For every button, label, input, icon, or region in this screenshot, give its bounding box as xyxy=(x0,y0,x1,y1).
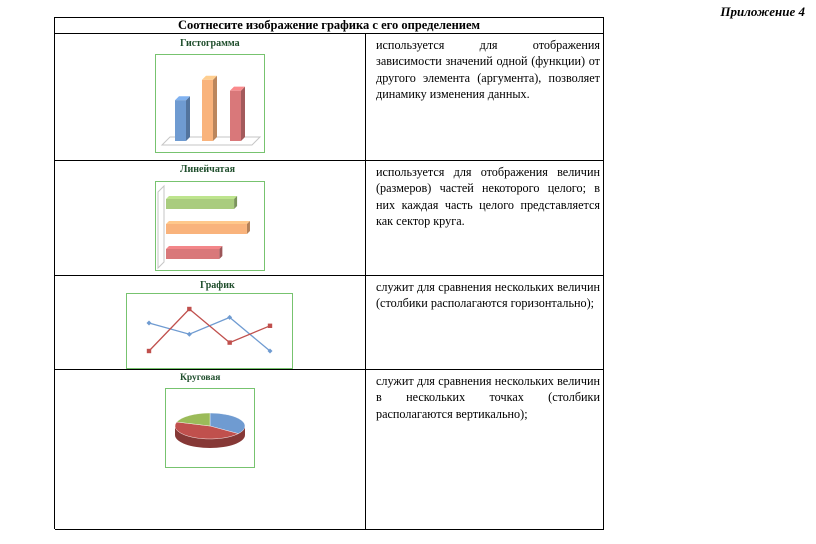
definition-cell-4 xyxy=(366,370,604,530)
definition-text-1: используется для отображения зависимости значений одной (функции) от другого элемента (аргумента), позволяет динамику изменения данных. xyxy=(376,38,600,101)
bar-side-1 xyxy=(186,96,190,141)
series-2-point-4 xyxy=(268,324,272,328)
chart-cell-pie xyxy=(55,370,366,530)
chart-cell-histogram xyxy=(55,34,366,161)
series-line-2 xyxy=(149,309,270,351)
series-line-1 xyxy=(149,317,270,351)
hbar-top-3 xyxy=(166,246,222,249)
matching-table xyxy=(54,17,604,529)
hbar-top-2 xyxy=(166,221,250,224)
appendix-label: Приложение 4 xyxy=(720,4,805,19)
histogram-chart xyxy=(156,55,264,152)
definition-cell-2 xyxy=(366,161,604,276)
definition-text-3: служит для сравнения нескольких величин (столбики располагаются горизонтально); xyxy=(376,280,600,311)
hbar-1 xyxy=(166,199,234,209)
table-title: Соотнесите изображение графика с его определением xyxy=(55,18,604,34)
series-1-point-2 xyxy=(187,332,192,337)
line-chart xyxy=(127,294,292,368)
definition-text-4: служит для сравнения нескольких величин в нескольких точках (столбики располагаются вертикально); xyxy=(376,374,600,421)
chart-label-bar: Линейчатая xyxy=(180,164,235,175)
series-2-point-3 xyxy=(227,340,231,344)
chart-label-line: График xyxy=(200,280,235,291)
chart-label-pie: Круговая xyxy=(180,373,221,383)
hbar-2 xyxy=(166,224,247,234)
histogram-chart-frame xyxy=(155,54,265,153)
bar-side-3 xyxy=(241,87,245,141)
chart-wall xyxy=(158,186,164,268)
bar-chart xyxy=(156,182,264,270)
bar-3 xyxy=(230,91,241,141)
hbar-top-1 xyxy=(166,196,237,199)
definition-cell-1 xyxy=(366,34,604,161)
line-chart-frame xyxy=(126,293,293,369)
pie-chart xyxy=(166,389,254,467)
hbar-3 xyxy=(166,249,219,259)
definition-cell-3 xyxy=(366,276,604,370)
chart-label-histogram: Гистограмма xyxy=(180,38,240,49)
pie-chart-frame xyxy=(165,388,255,468)
bar-side-2 xyxy=(213,76,217,141)
series-2-point-1 xyxy=(147,349,151,353)
definition-text-2: используется для отображения величин (размеров) частей некоторого целого; в них каждая часть целого представляется как сектор круга. xyxy=(376,165,600,228)
series-1-point-1 xyxy=(147,321,152,326)
bar-2 xyxy=(202,80,213,141)
series-2-point-2 xyxy=(187,307,191,311)
chart-cell-line xyxy=(55,276,366,370)
chart-cell-bar xyxy=(55,161,366,276)
bar-chart-frame xyxy=(155,181,265,271)
bar-1 xyxy=(175,100,186,141)
